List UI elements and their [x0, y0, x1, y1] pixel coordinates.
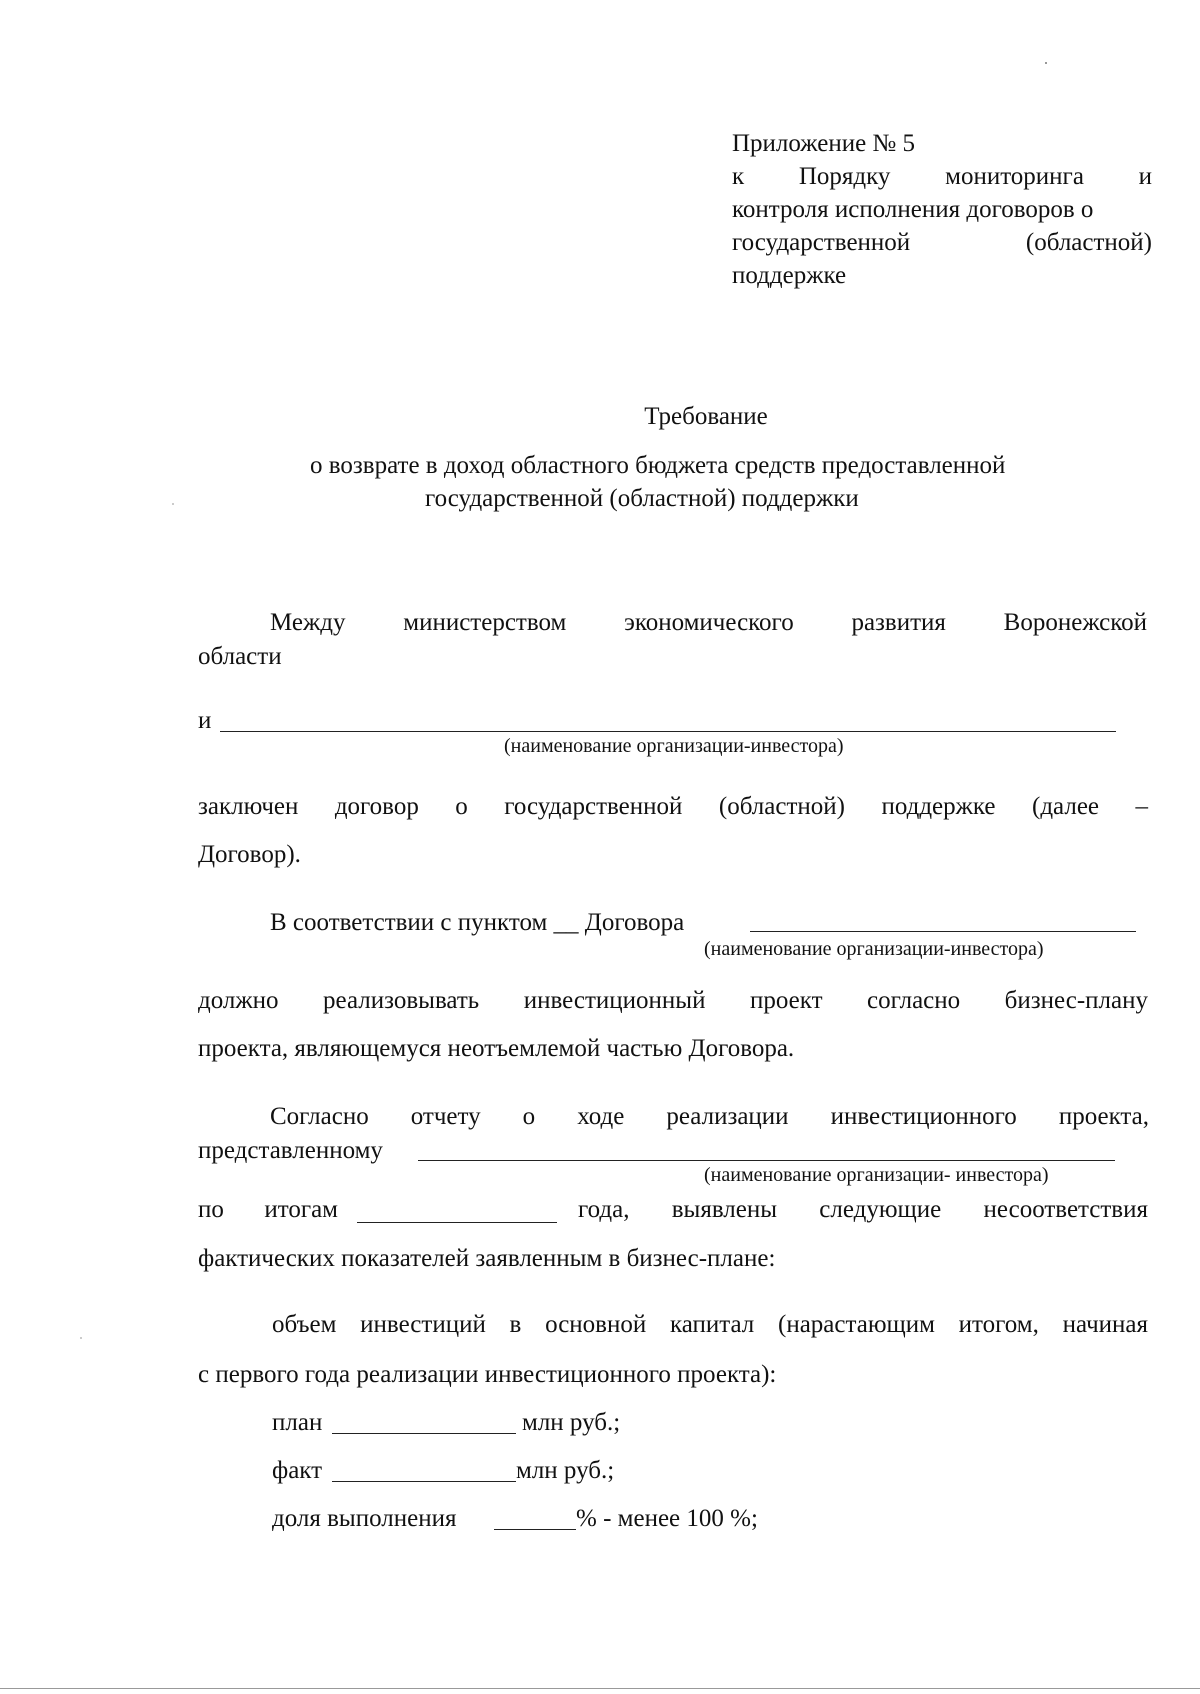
para3-investor-field[interactable] [750, 931, 1136, 932]
para6-line-1-b: года, выявлены следующие несоответствия [578, 1196, 1148, 1223]
para6-line-2: фактических показателей заявленным в бизнес-плане: [198, 1245, 776, 1272]
investor-prefix: и [198, 707, 212, 734]
plan-unit: млн руб.; [522, 1409, 621, 1436]
para4-line-1: должно реализовывать инвестиционный проект согласно бизнес-плану [198, 987, 1148, 1014]
fact-label: факт [272, 1457, 323, 1484]
investor-name-caption: (наименование организации-инвестора) [504, 735, 844, 757]
appendix-line-3: контроля исполнения договоров о [732, 196, 1094, 223]
appendix-line-5: поддержке [732, 262, 847, 289]
page-bottom-edge [0, 1688, 1200, 1689]
appendix-number: Приложение № 5 [732, 130, 916, 157]
scan-speck [80, 1337, 82, 1339]
para2-line-2: Договор). [198, 841, 301, 868]
share-unit: % - менее 100 %; [576, 1505, 758, 1532]
plan-label: план [272, 1409, 323, 1436]
appendix-line-4: государственной (областной) [732, 229, 1152, 256]
para5-line-1: Согласно отчету о ходе реализации инвестиционного проекта, [270, 1103, 1149, 1130]
para5-investor-field[interactable] [418, 1160, 1115, 1161]
appendix-line-2: к Порядку мониторинга и [732, 163, 1152, 190]
fact-value-field[interactable] [332, 1481, 516, 1482]
para3-caption: (наименование организации-инвестора) [704, 938, 1044, 960]
share-label: доля выполнения [272, 1505, 457, 1532]
para3-text: В соответствии с пунктом __ Договора [270, 909, 685, 936]
para5-line-2-prefix: представленному [198, 1137, 383, 1164]
scan-speck [172, 503, 174, 505]
para6-line-1-a: по итогам [198, 1196, 338, 1223]
para7-line-1: объем инвестиций в основной капитал (нарастающим итогом, начиная [272, 1311, 1148, 1338]
year-field[interactable] [357, 1222, 557, 1223]
share-value-field[interactable] [494, 1529, 576, 1530]
scan-speck [1045, 62, 1047, 64]
para7-line-2: с первого года реализации инвестиционного проекта): [198, 1361, 777, 1388]
plan-value-field[interactable] [332, 1433, 516, 1434]
para1-line-1: Между министерством экономического развития Воронежской [270, 609, 1147, 636]
document-title: Требование [644, 403, 768, 430]
document-subtitle-line-1: о возврате в доход областного бюджета средств предоставленной [310, 452, 1006, 479]
para5-caption: (наименование организации- инвестора) [704, 1164, 1049, 1186]
para4-line-2: проекта, являющемуся неотъемлемой частью Договора. [198, 1035, 795, 1062]
investor-name-field[interactable] [220, 731, 1116, 732]
para2-line-1: заключен договор о государственной (областной) поддержке (далее – [198, 793, 1148, 820]
para1-line-2: области [198, 643, 282, 670]
document-subtitle-line-2: государственной (областной) поддержки [425, 485, 859, 512]
fact-unit: млн руб.; [516, 1457, 615, 1484]
